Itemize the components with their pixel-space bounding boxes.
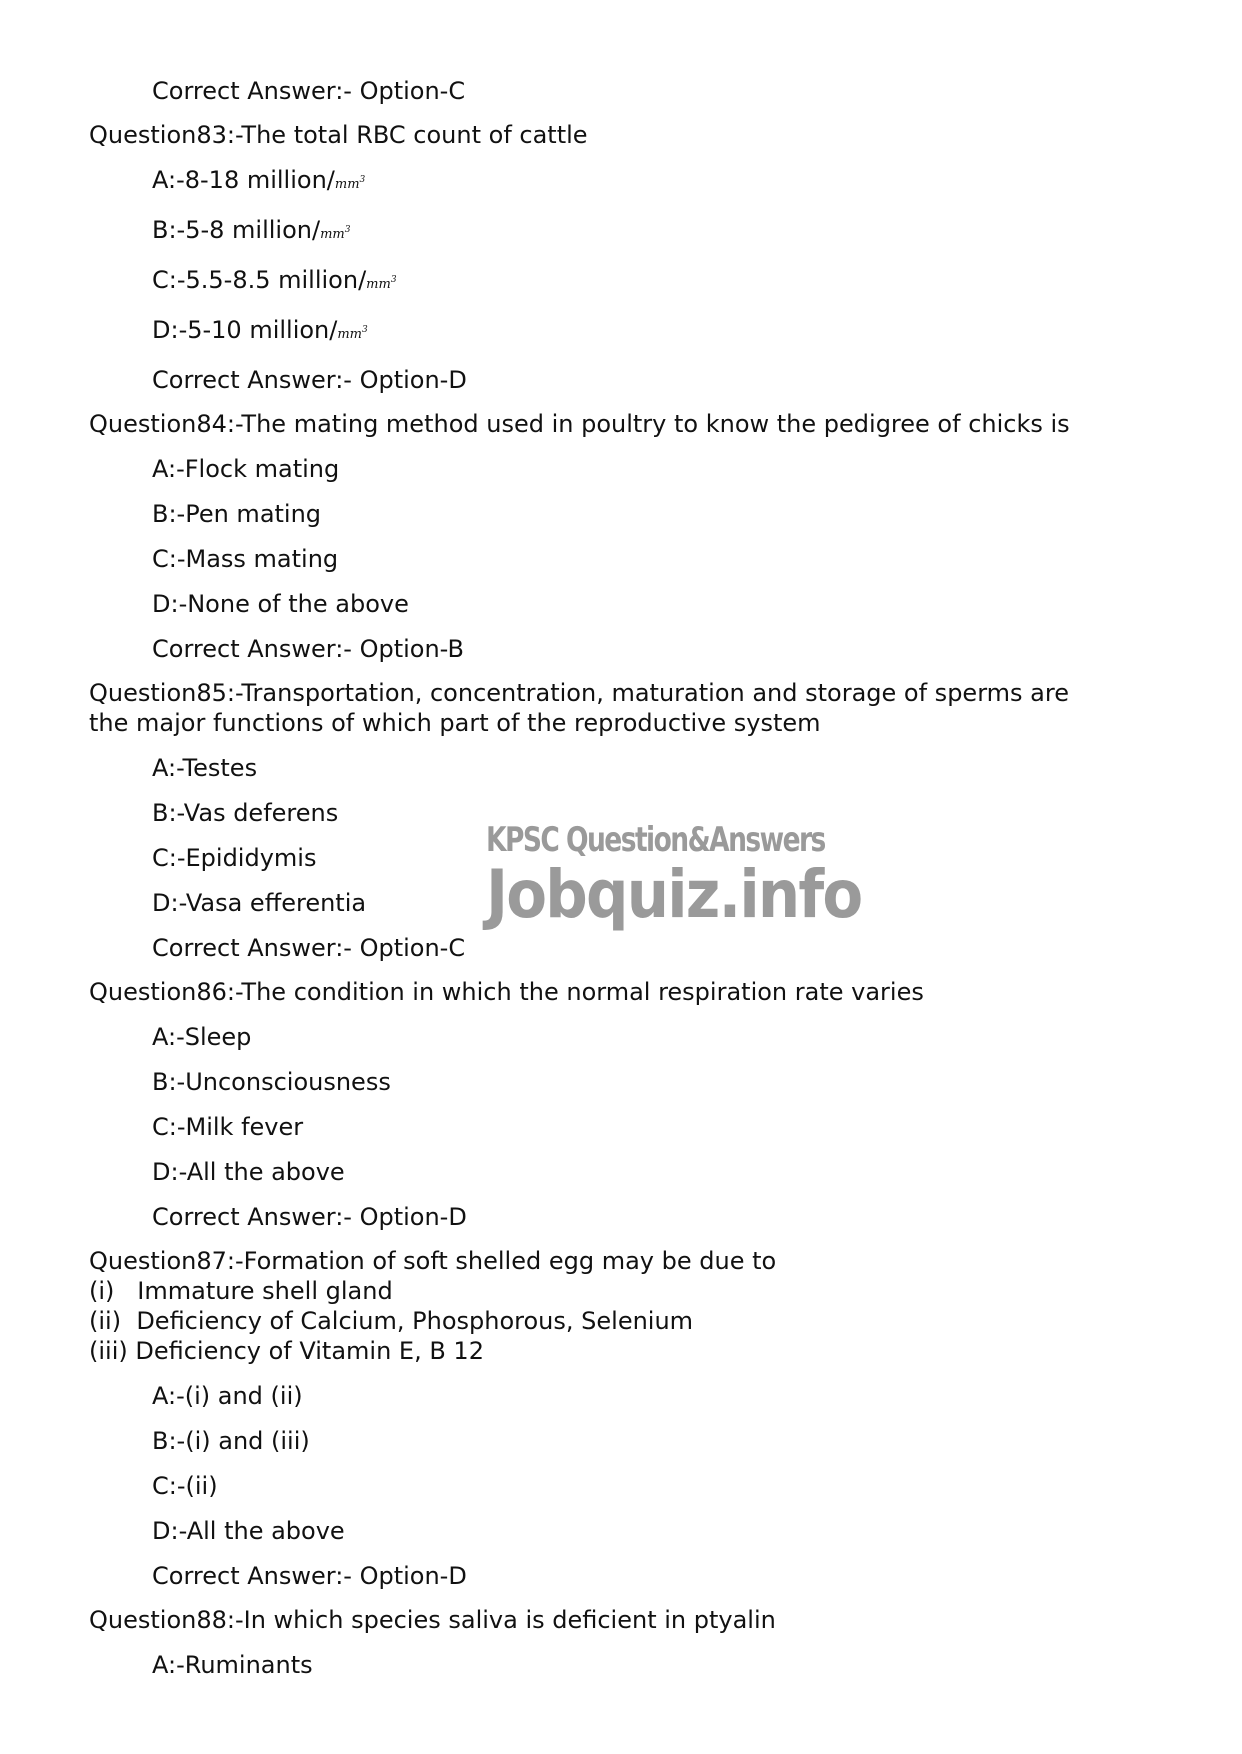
option-c: C:-Epididymis [152,844,317,872]
question-text: Question83:-The total RBC count of cattle [89,121,588,149]
unit-label: $mm^3$ [320,225,351,242]
question-text-line-1: Question85:-Transportation, concentration, maturation and storage of sperms are [89,679,1069,707]
watermark-line-1: KPSC Question&Answers [486,820,825,860]
unit-label: $mm^3$ [366,275,397,292]
correct-answer: Correct Answer:- Option-C [152,934,466,962]
option-c: C:-Mass mating [152,545,339,573]
unit-label: $mm^3$ [337,325,368,342]
option-d: D:-None of the above [152,590,409,618]
option-d: D:-All the above [152,1517,345,1545]
statement-i: (i) Immature shell gland [89,1277,393,1305]
option-a: A:-(i) and (ii) [152,1382,303,1410]
option-d: D:-5-10 million/$mm^3$ [152,316,368,344]
document-page [89,76,1169,1680]
correct-answer: Correct Answer:- Option-B [152,635,464,663]
watermark-line-2: Jobquiz.info [486,856,862,933]
option-a: A:-Sleep [152,1023,252,1051]
question-block [89,977,1169,1232]
question-text-line-2: the major functions of which part of the reproductive system [89,709,821,737]
option-c: C:-Milk fever [152,1113,304,1141]
option-b: B:-Pen mating [152,500,322,528]
correct-answer: Correct Answer:- Option-D [152,366,467,394]
question-block [89,409,1169,664]
question-text: Question86:-The condition in which the normal respiration rate varies [89,978,924,1006]
option-b: B:-(i) and (iii) [152,1427,310,1455]
question-block [89,1605,1169,1680]
option-d: D:-Vasa efferentia [152,889,367,917]
option-d: D:-All the above [152,1158,345,1186]
question-block [89,1246,1169,1591]
option-c: C:-(ii) [152,1472,218,1500]
correct-answer: Correct Answer:- Option-C [152,77,466,105]
question-text: Question87:-Formation of soft shelled egg may be due to [89,1247,777,1275]
correct-answer: Correct Answer:- Option-D [152,1203,467,1231]
option-a: A:-8-18 million/$mm^3$ [152,166,366,194]
option-a: A:-Ruminants [152,1651,313,1679]
option-a: A:-Flock mating [152,455,340,483]
option-b: B:-Unconsciousness [152,1068,391,1096]
option-b: B:-Vas deferens [152,799,339,827]
unit-label: $mm^3$ [334,175,366,192]
question-text: Question88:-In which species saliva is deficient in ptyalin [89,1606,776,1634]
option-b: B:-5-8 million/$mm^3$ [152,216,351,244]
correct-answer: Correct Answer:- Option-D [152,1562,467,1590]
question-text: Question84:-The mating method used in poultry to know the pedigree of chicks is [89,410,1070,438]
statement-ii: (ii) Deficiency of Calcium, Phosphorous, Selenium [89,1307,694,1335]
question-block [89,678,1169,963]
option-a: A:-Testes [152,754,258,782]
statement-iii: (iii) Deficiency of Vitamin E, B 12 [89,1337,484,1365]
option-c: C:-5.5-8.5 million/$mm^3$ [152,266,397,294]
question-block [89,120,1169,395]
